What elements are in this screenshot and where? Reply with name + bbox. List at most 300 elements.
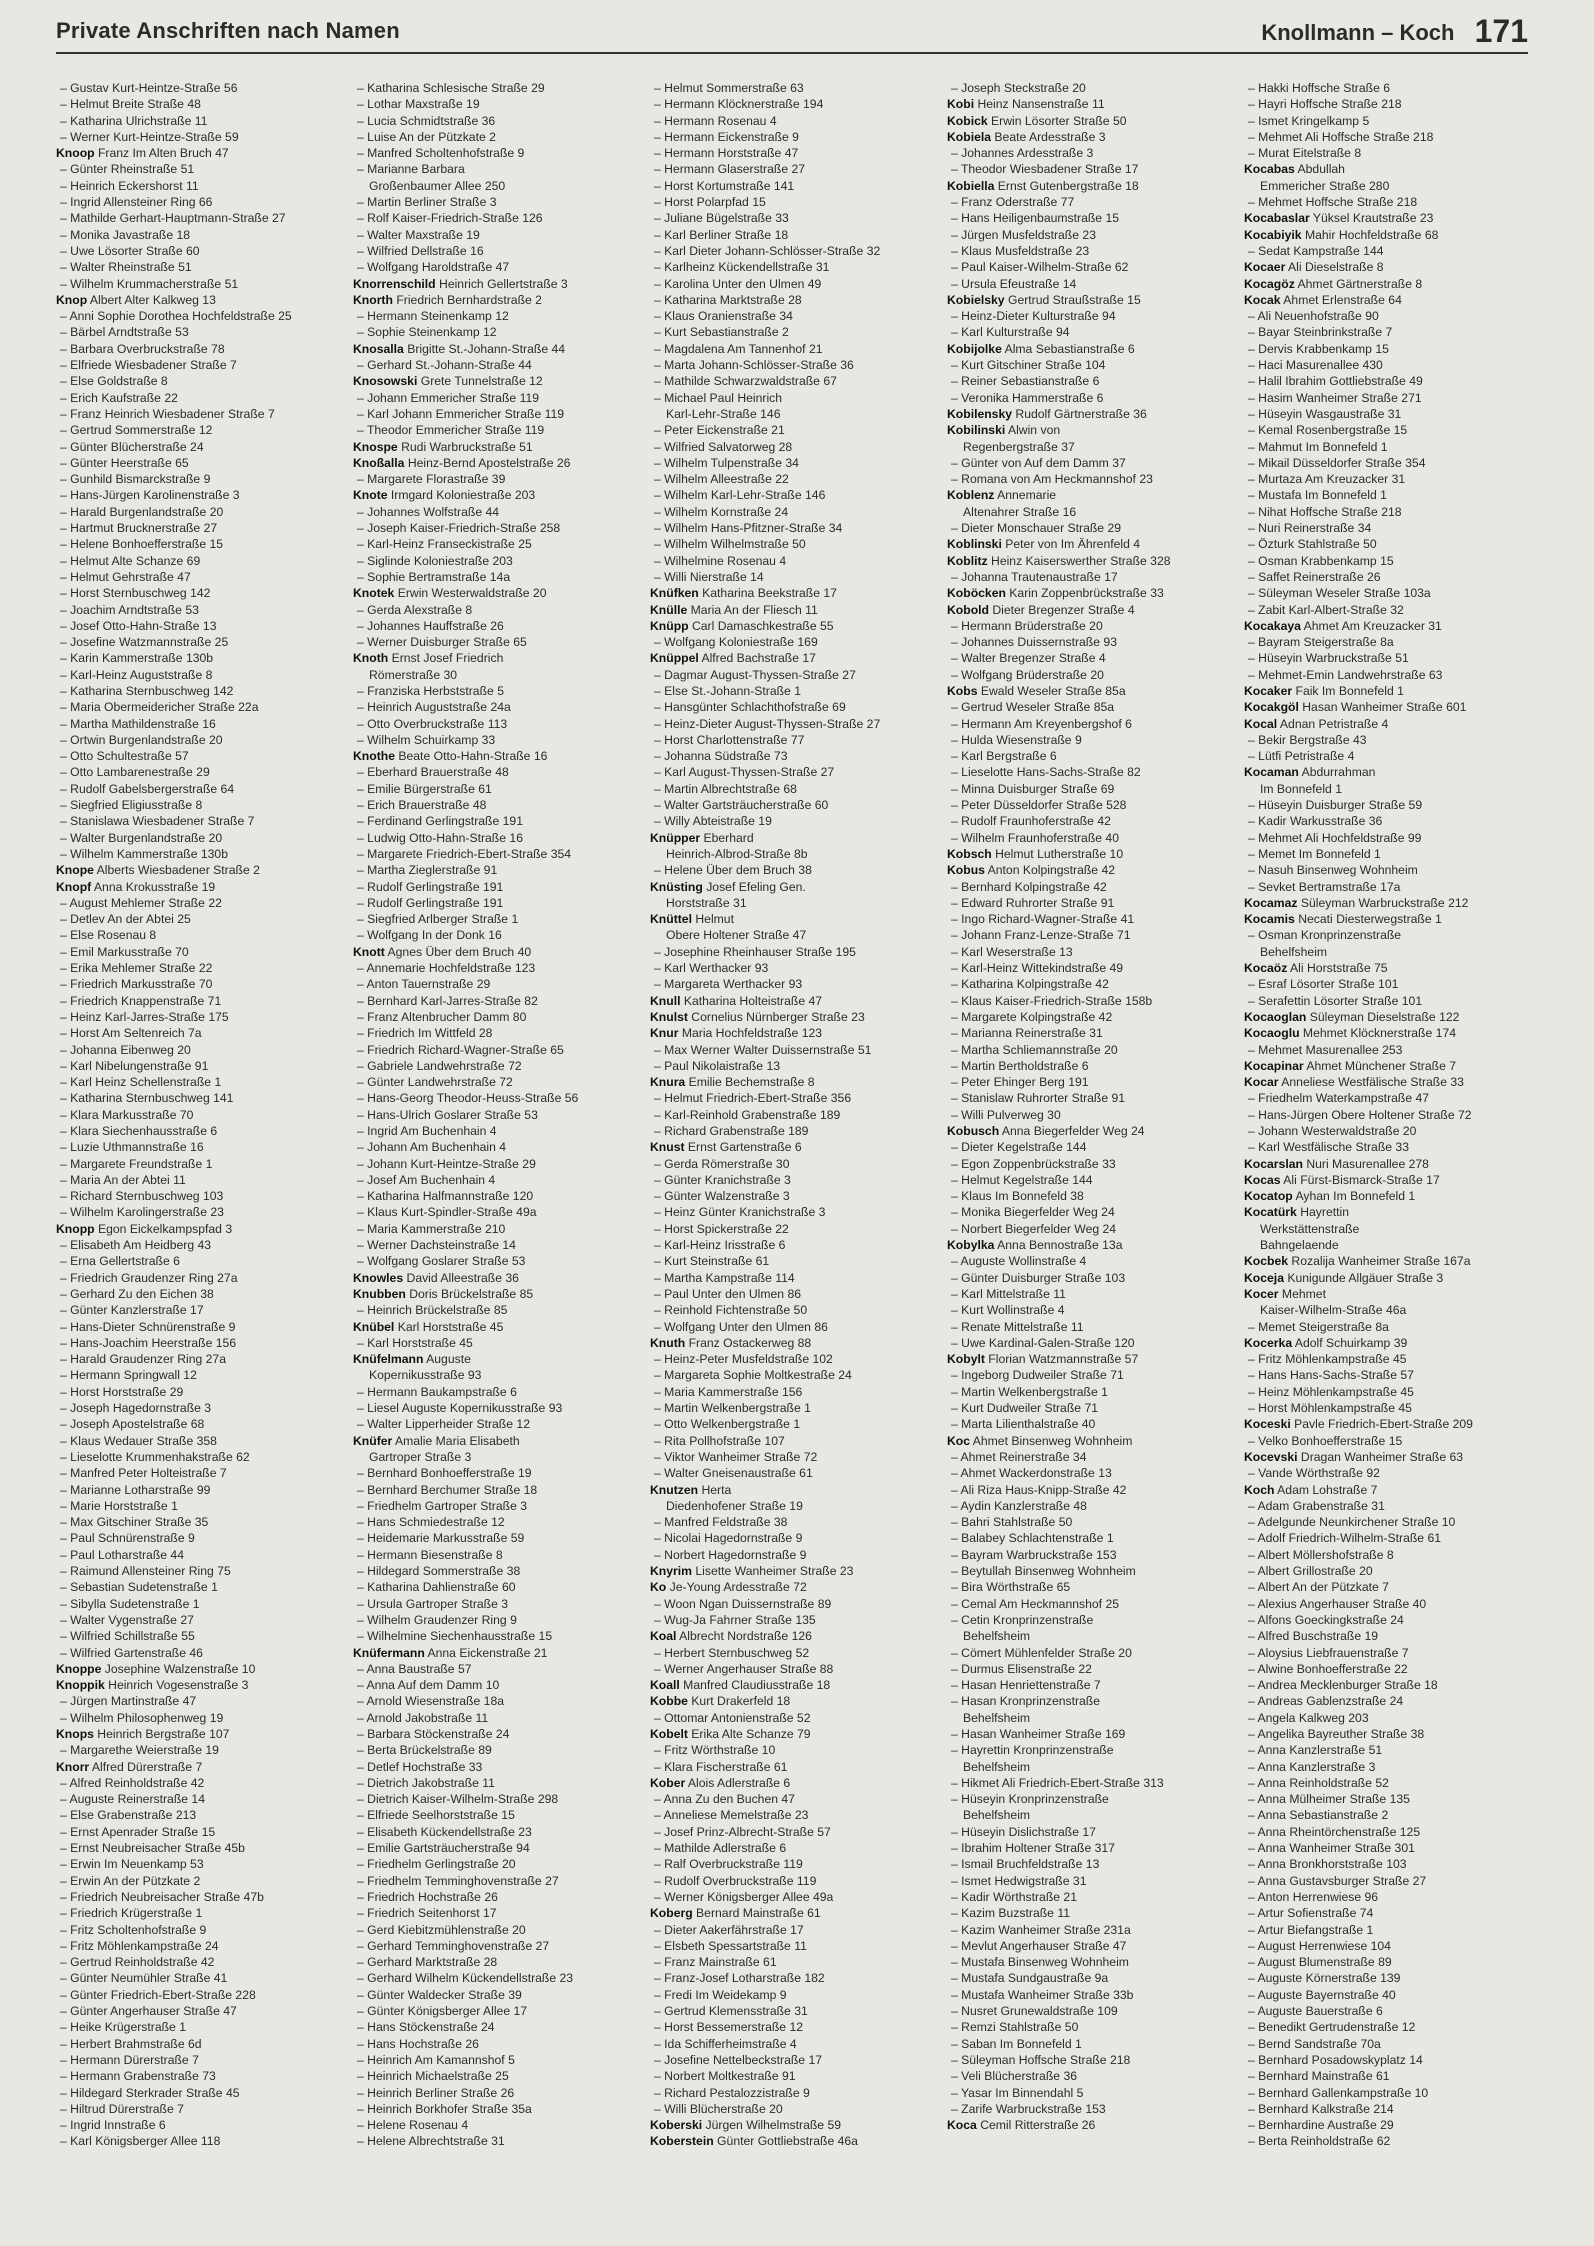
directory-entry: – Ibrahim Holtener Straße 317 — [951, 1841, 1115, 1856]
directory-entry: – August Mehlemer Straße 22 — [60, 895, 222, 910]
surname: Knowles — [353, 1270, 404, 1285]
directory-entry: – Ursula Gartroper Straße 3 — [357, 1596, 509, 1611]
directory-entry: – Monika Biegerfelder Weg 24 — [951, 1205, 1115, 1220]
directory-entry: – Bira Wörthstraße 65 — [951, 1580, 1071, 1595]
directory-entry: – Dieter Monschauer Straße 29 — [951, 521, 1122, 536]
directory-entry: – Karl Dieter Johann-Schlösser-Straße 32 — [654, 243, 881, 258]
directory-entry: – Ortwin Burgenlandstraße 20 — [60, 732, 223, 747]
surname: Knulst — [650, 1009, 688, 1024]
surname: Kocaman — [1244, 765, 1299, 780]
surname: Kobick — [947, 113, 988, 128]
directory-entry: – Hakki Hoffsche Straße 6 — [1248, 81, 1391, 95]
surname: Knust — [650, 1140, 685, 1155]
surname: Kocal — [1244, 716, 1278, 731]
surname: Koblenz — [947, 488, 995, 503]
surname: Kocakgöl — [1244, 700, 1299, 715]
directory-entry: – Andrea Mecklenburger Straße 18 — [1248, 1678, 1438, 1693]
directory-entry: – Anna Gustavsburger Straße 27 — [1248, 1873, 1427, 1888]
directory-entry: – Wilhelm Krummacherstraße 51 — [60, 276, 239, 291]
directory-entry: – Richard Sternbuschweg 103 — [60, 1189, 224, 1204]
directory-entry: – Max Gitschiner Straße 35 — [60, 1515, 209, 1530]
directory-entry: Kobiella Ernst Gutenbergstraße 18 — [947, 178, 1139, 193]
directory-entry: – Katharina Sternbuschweg 141 — [60, 1091, 234, 1106]
directory-entry: – Cömert Mühlenfelder Straße 20 — [951, 1645, 1132, 1660]
directory-entry: – Walter Rheinstraße 51 — [60, 260, 192, 275]
surname: Kocatop — [1244, 1189, 1293, 1204]
directory-entry: – Benedikt Gertrudenstraße 12 — [1248, 2020, 1416, 2035]
surname: Koch — [1244, 1482, 1275, 1497]
directory-entry: – Nicolai Hagedornstraße 9 — [654, 1531, 803, 1546]
directory-entry: Koblenz Annemarie — [947, 488, 1057, 503]
directory-entry: Kobilensky Rudolf Gärtnerstraße 36 — [947, 406, 1147, 421]
directory-entry: Kober Alois Adlerstraße 6 — [650, 1775, 791, 1790]
page-title: Private Anschriften nach Namen — [56, 18, 400, 43]
directory-entry: – Wilhelm Graudenzer Ring 9 — [357, 1612, 517, 1627]
directory-entry: Knulst Cornelius Nürnberger Straße 23 — [650, 1009, 865, 1024]
directory-entry: – Günter Heerstraße 65 — [60, 455, 189, 470]
directory-entry: – Rudolf Gerlingstraße 191 — [357, 895, 504, 910]
surname: Kocarslan — [1244, 1156, 1303, 1171]
directory-entry: – Berta Reinholdstraße 62 — [1248, 2134, 1391, 2149]
directory-entry: – Kadir Wörthstraße 21 — [951, 1889, 1077, 1904]
directory-entry: – Marta Johann-Schlösser-Straße 36 — [654, 358, 854, 373]
directory-entry: – Wilhelm Wilhelmstraße 50 — [654, 537, 806, 552]
directory-entry: – Helmut Sommerstraße 63 — [654, 81, 804, 95]
directory-entry: – Klaus Oranienstraße 34 — [654, 309, 793, 324]
surname: Knoop — [56, 146, 95, 161]
directory-entry: – Karl Westfälische Straße 33 — [1248, 1140, 1409, 1155]
directory-entry: Koceski Pavle Friedrich-Ebert-Straße 209 — [1244, 1417, 1473, 1432]
directory-entry: Kobylka Anna Bennostraße 13a — [947, 1238, 1123, 1253]
directory-entry: – Wolfgang Koloniestraße 169 — [654, 635, 818, 650]
directory-entry: – Katharina Dahlienstraße 60 — [357, 1580, 516, 1595]
directory-entry: – Hasan Kronprinzenstraße — [951, 1694, 1101, 1709]
directory-entry: – Mustafa Binsenweg Wohnheim — [951, 1955, 1129, 1970]
surname: Knopp — [56, 1221, 95, 1236]
directory-entry: – Heinz-Dieter August-Thyssen-Straße 27 — [654, 716, 881, 731]
directory-entry: – Werner Angerhauser Straße 88 — [654, 1661, 834, 1676]
directory-entry: – Kemal Rosenbergstraße 15 — [1248, 423, 1408, 438]
directory-entry: – Uwe Lösorter Straße 60 — [60, 243, 200, 258]
directory-entry: – Margareta Sophie Moltkestraße 24 — [654, 1368, 852, 1383]
directory-entry: Regenbergstraße 37 — [963, 439, 1075, 454]
surname: Kocapinar — [1244, 1058, 1304, 1073]
directory-entry: – Klaus Kaiser-Friedrich-Straße 158b — [951, 993, 1153, 1008]
directory-entry: – Hans-Georg Theodor-Heuss-Straße 56 — [357, 1091, 579, 1106]
directory-entry: – Heidemarie Markusstraße 59 — [357, 1531, 525, 1546]
directory-entry: – Lucia Schmidtstraße 36 — [357, 113, 496, 128]
directory-entry: Kobylt Florian Watzmannstraße 57 — [947, 1352, 1139, 1367]
directory-entry: Knosalla Brigitte St.-Johann-Straße 44 — [353, 341, 566, 356]
directory-entry: – Anna Baustraße 57 — [357, 1661, 472, 1676]
directory-entry: – Wilhelmine Rosenau 4 — [654, 553, 787, 568]
directory-entry: Behelfsheim — [963, 1629, 1031, 1644]
directory-entry: – Else Rosenau 8 — [60, 928, 157, 943]
directory-entry: – Bernhard Kalkstraße 214 — [1248, 2101, 1394, 2116]
directory-entry: – Albert Möllershofstraße 8 — [1248, 1547, 1394, 1562]
directory-entry: – Martin Bertholdstraße 6 — [951, 1058, 1089, 1073]
directory-column-1 — [56, 80, 346, 2230]
directory-entry: – Süleyman Weseler Straße 103a — [1248, 586, 1431, 601]
directory-entry: – Ahmet Wackerdonstraße 13 — [951, 1466, 1112, 1481]
directory-entry: – Walter Lipperheider Straße 12 — [357, 1417, 530, 1432]
directory-entry: – Hüseyin Warbruckstraße 51 — [1248, 651, 1409, 666]
directory-entry: – Klara Fischerstraße 61 — [654, 1759, 788, 1774]
directory-entry: – Walter Vygenstraße 27 — [60, 1612, 194, 1627]
directory-entry: – Franz Mainstraße 61 — [654, 1955, 777, 1970]
directory-entry: – Hüseyin Duisburger Straße 59 — [1248, 798, 1423, 813]
directory-entry: Knoppik Heinrich Vogesenstraße 3 — [56, 1678, 249, 1693]
directory-entry: – Mehmet Ali Hoffsche Straße 218 — [1248, 129, 1434, 144]
directory-entry: Koc Ahmet Binsenweg Wohnheim — [947, 1433, 1133, 1448]
directory-entry: – Ottomar Antonienstraße 52 — [654, 1710, 811, 1725]
directory-entry: – Hüseyin Kronprinzenstraße — [951, 1792, 1109, 1807]
directory-entry: Kobilinski Alwin von — [947, 423, 1061, 438]
directory-entry: – Klara Siechenhausstraße 6 — [60, 1124, 218, 1138]
directory-entry: – Norbert Moltkestraße 91 — [654, 2069, 796, 2084]
directory-entry: – Hans-Jürgen Obere Holtener Straße 72 — [1248, 1107, 1472, 1122]
directory-entry: – Rita Pollhofstraße 107 — [654, 1433, 785, 1448]
directory-entry: – Bahri Stahlstraße 50 — [951, 1515, 1073, 1530]
directory-entry: – Hans Hans-Sachs-Straße 57 — [1248, 1368, 1414, 1383]
directory-entry: Knote Irmgard Koloniestraße 203 — [353, 488, 536, 503]
directory-entry: Kocaoglan Süleyman Dieselstraße 122 — [1244, 1009, 1460, 1024]
directory-entry: Knüfer Amalie Maria Elisabeth — [353, 1433, 520, 1448]
directory-entry: – Friedrich Neubreisacher Straße 47b — [60, 1889, 264, 1904]
directory-entry: – Dervis Krabbenkamp 15 — [1248, 341, 1389, 356]
directory-entry: – Helene Albrechtstraße 31 — [357, 2134, 505, 2149]
directory-entry: Koberstein Günter Gottliebstraße 46a — [650, 2134, 858, 2149]
surname: Kocabas — [1244, 162, 1295, 177]
directory-entry: – Herbert Brahmstraße 6d — [60, 2036, 202, 2051]
directory-entry: – Bernhard Bonhoefferstraße 19 — [357, 1466, 532, 1481]
directory-entry: – Helmut Breite Straße 48 — [60, 97, 201, 112]
directory-entry: – Klaus Im Bonnefeld 38 — [951, 1189, 1084, 1204]
directory-entry: – Günter Friedrich-Ebert-Straße 228 — [60, 1987, 256, 2002]
directory-entry: Knull Katharina Holteistraße 47 — [650, 993, 823, 1008]
directory-entry: Knorrenschild Heinrich Gellertstraße 3 — [353, 276, 568, 291]
directory-entry: – Otto Welkenbergstraße 1 — [654, 1417, 801, 1432]
directory-entry: – Marie Horststraße 1 — [60, 1498, 178, 1513]
surname: Koall — [650, 1678, 680, 1693]
surname: Kobijolke — [947, 341, 1002, 356]
directory-entry: – Werner Königsberger Allee 49a — [654, 1889, 834, 1904]
directory-entry: – Auguste Körnerstraße 139 — [1248, 1971, 1401, 1986]
surname: Knull — [650, 993, 681, 1008]
directory-entry: Kocabiyik Mahir Hochfeldstraße 68 — [1244, 227, 1439, 242]
surname: Knop — [56, 292, 88, 307]
directory-entry: – Horst Am Seltenreich 7a — [60, 1026, 202, 1041]
surname: Ko — [650, 1580, 667, 1595]
directory-entry: – Wilhelm Alleestraße 22 — [654, 472, 789, 487]
directory-entry: Knotek Erwin Westerwaldstraße 20 — [353, 586, 547, 601]
directory-entry: – Paul Kaiser-Wilhelm-Straße 62 — [951, 260, 1129, 275]
directory-entry: Kocarslan Nuri Masurenallee 278 — [1244, 1156, 1429, 1171]
directory-entry: – Heike Krügerstraße 1 — [60, 2020, 186, 2035]
surname: Kocabaslar — [1244, 211, 1310, 226]
directory-entry: – Karl Kulturstraße 94 — [951, 325, 1070, 340]
directory-entry: – Martin Welkenbergstraße 1 — [654, 1401, 811, 1416]
directory-entry: – Dagmar August-Thyssen-Straße 27 — [654, 667, 856, 682]
directory-entry: – Theodor Emmericher Straße 119 — [357, 423, 545, 438]
directory-entry: – Helene Über dem Bruch 38 — [654, 863, 812, 878]
directory-entry: – Wilhelm Hans-Pfitzner-Straße 34 — [654, 521, 843, 536]
directory-entry: Knura Emilie Bechemstraße 8 — [650, 1075, 815, 1090]
directory-entry: – Siglinde Koloniestraße 203 — [357, 553, 513, 568]
directory-entry: – Katharina Schlesische Straße 29 — [357, 81, 545, 95]
directory-entry: – Gerhard Zu den Eichen 38 — [60, 1286, 214, 1301]
directory-entry: – Werner Kurt-Heintze-Straße 59 — [60, 129, 239, 144]
directory-entry: – Wilfried Gartenstraße 46 — [60, 1645, 203, 1660]
directory-entry: Knüttel Helmut — [650, 912, 734, 927]
surname: Kobelt — [650, 1726, 688, 1741]
directory-entry: – Elfriede Seelhorststraße 15 — [357, 1808, 515, 1823]
directory-entry: – Wolfgang Goslarer Straße 53 — [357, 1254, 526, 1269]
directory-entry: – Anna Mülheimer Straße 135 — [1248, 1792, 1410, 1807]
surname: Knoth — [353, 651, 389, 666]
surname: Knüpp — [650, 618, 689, 633]
directory-entry: – Sibylla Sudetenstraße 1 — [60, 1596, 200, 1611]
directory-entry: – Lieselotte Hans-Sachs-Straße 82 — [951, 765, 1141, 780]
directory-entry: – Bernhard Karl-Jarres-Straße 82 — [357, 993, 538, 1008]
directory-entry: – Karl Bergstraße 6 — [951, 749, 1057, 764]
surname: Knosowski — [353, 374, 418, 389]
directory-entry: – Josef Prinz-Albrecht-Straße 57 — [654, 1824, 831, 1839]
directory-entry: Kocagöz Ahmet Gärtnerstraße 8 — [1244, 276, 1423, 291]
directory-entry: – Mathilde Schwarzwaldstraße 67 — [654, 374, 837, 389]
directory-entry: Kobelt Erika Alte Schanze 79 — [650, 1726, 811, 1741]
surname: Knura — [650, 1075, 686, 1090]
directory-entry: – Velko Bonhoefferstraße 15 — [1248, 1433, 1403, 1448]
directory-entry: – Katharina Sternbuschweg 142 — [60, 683, 234, 698]
directory-entry: – Elisabeth Kückendellstraße 23 — [357, 1824, 532, 1839]
directory-entry: – Durmus Elisenstraße 22 — [951, 1661, 1092, 1676]
surname: Knote — [353, 488, 388, 503]
surname: Koblitz — [947, 553, 988, 568]
directory-entry: – Josefine Watzmannstraße 25 — [60, 635, 229, 650]
surname: Kober — [650, 1775, 686, 1790]
directory-entry: – Wug-Ja Fahrner Straße 135 — [654, 1612, 816, 1627]
directory-entry: – Günter Waldecker Straße 39 — [357, 1987, 522, 2002]
directory-entry: – Günter Landwehrstraße 72 — [357, 1075, 513, 1090]
directory-entry: Großenbaumer Allee 250 — [369, 178, 506, 193]
directory-entry: – Monika Javastraße 18 — [60, 227, 191, 242]
directory-entry: Obere Holtener Straße 47 — [666, 928, 807, 943]
directory-entry: – Horst Spickerstraße 22 — [654, 1221, 789, 1236]
directory-entry: – Dietrich Kaiser-Wilhelm-Straße 298 — [357, 1792, 559, 1807]
directory-entry: – Helmut Gehrstraße 47 — [60, 569, 191, 584]
surname: Kocevski — [1244, 1449, 1298, 1464]
directory-entry: – Dieter Kegelstraße 144 — [951, 1140, 1087, 1155]
directory-entry: – Mehmet Ali Hochfeldstraße 99 — [1248, 830, 1422, 845]
directory-entry: – Anni Sophie Dorothea Hochfeldstraße 25 — [60, 309, 292, 324]
surname: Knorth — [353, 292, 393, 307]
directory-entry: Behelfsheim — [1260, 944, 1328, 959]
directory-entry: – Dieter Aakerfährstraße 17 — [654, 1922, 804, 1937]
directory-entry: – Hüseyin Dislichstraße 17 — [951, 1824, 1096, 1839]
directory-entry: – Gertrud Klemensstraße 31 — [654, 2004, 808, 2019]
directory-entry: – Helene Rosenau 4 — [357, 2118, 469, 2133]
surname: Knübel — [353, 1319, 395, 1334]
directory-entry: – Karolina Unter den Ulmen 49 — [654, 276, 822, 291]
directory-entry: Kobsch Helmut Lutherstraße 10 — [947, 846, 1124, 861]
directory-entry: – Norbert Hagedornstraße 9 — [654, 1547, 807, 1562]
directory-entry: – Heinrich Borkhofer Straße 35a — [357, 2101, 532, 2116]
directory-entry: – Karl Mittelstraße 11 — [951, 1286, 1066, 1301]
directory-entry: Kocakaya Ahmet Am Kreuzacker 31 — [1244, 618, 1442, 633]
directory-entry: – Günter Königsberger Allee 17 — [357, 2004, 528, 2019]
directory-entry: – Hansgünter Schlachthofstraße 69 — [654, 700, 846, 715]
directory-entry: – Raimund Allensteiner Ring 75 — [60, 1564, 231, 1579]
directory-entry: – Hasan Henriettenstraße 7 — [951, 1678, 1101, 1693]
directory-entry: – Angela Kalkweg 203 — [1248, 1710, 1369, 1725]
directory-entry: – Hermann Baukampstraße 6 — [357, 1384, 517, 1399]
directory-entry: – Anna Rheintörchenstraße 125 — [1248, 1824, 1421, 1839]
directory-column-4 — [947, 80, 1237, 2230]
directory-entry: – Edward Ruhrorter Straße 91 — [951, 895, 1115, 910]
surname: Kocaker — [1244, 683, 1293, 698]
directory-entry: – Maria Kammerstraße 210 — [357, 1221, 506, 1236]
surname: Kobiella — [947, 178, 995, 193]
directory-entry: – Fritz Wörthstraße 10 — [654, 1743, 776, 1758]
directory-entry: – Günter von Auf dem Damm 37 — [951, 455, 1126, 470]
surname: Knops — [56, 1726, 94, 1741]
directory-entry: – Walter Burgenlandstraße 20 — [60, 830, 223, 845]
directory-entry: – Friedhelm Gartroper Straße 3 — [357, 1498, 528, 1513]
directory-entry: – Gerd Kiebitzmühlenstraße 20 — [357, 1922, 526, 1937]
directory-entry: – Bernhard Kolpingstraße 42 — [951, 879, 1107, 894]
directory-entry: – Mikail Düsseldorfer Straße 354 — [1248, 455, 1426, 470]
directory-entry: Kocak Ahmet Erlenstraße 64 — [1244, 292, 1402, 307]
directory-entry: – Martin Albrechtstraße 68 — [654, 781, 797, 796]
directory-entry: – Saffet Reinerstraße 26 — [1248, 569, 1381, 584]
directory-entry: – Karl Königsberger Allee 118 — [60, 2134, 221, 2149]
directory-entry: – Karl Nibelungenstraße 91 — [60, 1058, 209, 1073]
directory-entry: Behelfsheim — [963, 1759, 1031, 1774]
directory-entry: – Herbert Sternbuschweg 52 — [654, 1645, 810, 1660]
directory-entry: – Anna Reinholdstraße 52 — [1248, 1775, 1389, 1790]
surname: Kocas — [1244, 1172, 1281, 1187]
directory-entry: Kobielsky Gertrud Straußstraße 15 — [947, 292, 1141, 307]
directory-entry: – Franz-Josef Lotharstraße 182 — [654, 1971, 825, 1986]
directory-entry: Heinrich-Albrod-Straße 8b — [666, 846, 808, 861]
directory-entry: – Franziska Herbststraße 5 — [357, 683, 504, 698]
directory-entry: – Mehmet Hoffsche Straße 218 — [1248, 195, 1418, 210]
directory-entry: – Walter Gartsträucherstraße 60 — [654, 798, 829, 813]
directory-entry: – Süleyman Hoffsche Straße 218 — [951, 2052, 1131, 2067]
directory-entry: Knubben Doris Brückelstraße 85 — [353, 1286, 534, 1301]
directory-entry: – Margarete Freundstraße 1 — [60, 1156, 213, 1171]
surname: Knotek — [353, 586, 395, 601]
surname: Kobbe — [650, 1694, 688, 1709]
directory-entry: – Friedhelm Temminghovenstraße 27 — [357, 1873, 559, 1888]
directory-entry: – Anna Wanheimer Straße 301 — [1248, 1841, 1415, 1856]
directory-entry: – Hans Hochstraße 26 — [357, 2036, 479, 2051]
directory-entry: – Kurt Dudweiler Straße 71 — [951, 1401, 1098, 1416]
directory-entry: Knoth Ernst Josef Friedrich — [353, 651, 504, 666]
directory-entry: Kobold Dieter Bregenzer Straße 4 — [947, 602, 1135, 617]
surname: Knorr — [56, 1759, 90, 1774]
directory-entry: – Günter Duisburger Straße 103 — [951, 1270, 1126, 1285]
directory-entry: – Serafettin Lösorter Straße 101 — [1248, 993, 1423, 1008]
directory-entry: – Helmut Kegelstraße 144 — [951, 1172, 1093, 1187]
directory-entry: – Saban Im Bonnefeld 1 — [951, 2036, 1082, 2051]
directory-entry: – Klaus Kurt-Spindler-Straße 49a — [357, 1205, 537, 1220]
directory-entry: Kocer Mehmet — [1244, 1286, 1326, 1301]
directory-entry: Knop Albert Alter Kalkweg 13 — [56, 292, 216, 307]
directory-entry: – Heinz Karl-Jarres-Straße 175 — [60, 1009, 229, 1024]
directory-entry: – Johanna Eibenweg 20 — [60, 1042, 191, 1057]
directory-entry: – Willy Abteistraße 19 — [654, 814, 772, 829]
directory-entry: – Erich Brauerstraße 48 — [357, 798, 487, 813]
directory-entry: – Ernst Apenrader Straße 15 — [60, 1824, 216, 1839]
directory-entry: – Franz Altenbrucher Damm 80 — [357, 1009, 527, 1024]
directory-entry: – Martha Schliemannstraße 20 — [951, 1042, 1118, 1057]
directory-entry: Knowles David Alleestraße 36 — [353, 1270, 519, 1285]
directory-entry: – Fredi Im Weidekamp 9 — [654, 1987, 787, 2002]
directory-entry: – Karin Kammerstraße 130b — [60, 651, 214, 666]
directory-entry: – Hans Heiligenbaumstraße 15 — [951, 211, 1120, 226]
directory-entry: – Woon Ngan Duissernstraße 89 — [654, 1596, 832, 1611]
directory-entry: Werkstättenstraße — [1260, 1221, 1360, 1236]
directory-entry: – Heinrich Eckershorst 11 — [60, 178, 199, 193]
directory-entry: – Horst Sternbuschweg 142 — [60, 586, 211, 601]
directory-entry: – Heinz-Peter Musfeldstraße 102 — [654, 1352, 833, 1367]
directory-entry: – Jürgen Musfeldstraße 23 — [951, 227, 1096, 242]
directory-entry: – Willi Blücherstraße 20 — [654, 2101, 783, 2116]
directory-entry: – Anna Kanzlerstraße 3 — [1248, 1759, 1376, 1774]
directory-entry: – Friedrich Graudenzer Ring 27a — [60, 1270, 238, 1285]
directory-entry: – Barbara Stöckenstraße 24 — [357, 1726, 510, 1741]
directory-entry: – Johannes Ardesstraße 3 — [951, 146, 1094, 161]
directory-entry: – Hiltrud Dürerstraße 7 — [60, 2101, 184, 2116]
directory-entry: Knüfken Katharina Beekstraße 17 — [650, 586, 837, 601]
directory-entry: Knübel Karl Horststraße 45 — [353, 1319, 504, 1334]
directory-entry: – Gerhard St.-Johann-Straße 44 — [357, 358, 532, 373]
directory-entry: – Wilhelm Karl-Lehr-Straße 146 — [654, 488, 826, 503]
directory-entry: – Nuri Reinerstraße 34 — [1248, 521, 1372, 536]
directory-entry: – Otto Schultestraße 57 — [60, 749, 189, 764]
directory-entry: – Johannes Duissernstraße 93 — [951, 635, 1117, 650]
directory-entry: Koch Adam Lohstraße 7 — [1244, 1482, 1378, 1497]
directory-entry: – Johanna Trautenaustraße 17 — [951, 569, 1118, 584]
directory-entry: – Wilhelm Fraunhoferstraße 40 — [951, 830, 1119, 845]
directory-entry: – Kazim Wanheimer Straße 231a — [951, 1922, 1131, 1937]
surname: Koceski — [1244, 1417, 1291, 1432]
directory-entry: – Hulda Wiesenstraße 9 — [951, 732, 1082, 747]
directory-entry: Knope Alberts Wiesbadener Straße 2 — [56, 863, 260, 878]
directory-entry: Koceja Kunigunde Allgäuer Straße 3 — [1244, 1270, 1444, 1285]
directory-entry: – Marianna Reinerstraße 31 — [951, 1026, 1103, 1041]
directory-entry: – Klaus Musfeldstraße 23 — [951, 243, 1090, 258]
directory-entry: – Anna Sebastianstraße 2 — [1248, 1808, 1389, 1823]
directory-entry: Kocerka Adolf Schuirkamp 39 — [1244, 1335, 1408, 1350]
directory-entry: Kocapinar Ahmet Münchener Straße 7 — [1244, 1058, 1457, 1073]
directory-entry: – Beytullah Binsenweg Wohnheim — [951, 1564, 1136, 1579]
directory-entry: Ko Je-Young Ardesstraße 72 — [650, 1580, 807, 1595]
directory-entry: – Ismet Kringelkamp 5 — [1248, 113, 1370, 128]
directory-entry: – Alwine Bonhoefferstraße 22 — [1248, 1661, 1408, 1676]
directory-entry: – Johannes Wolfstraße 44 — [357, 504, 500, 519]
directory-entry: – Karl Werthacker 93 — [654, 961, 769, 976]
directory-entry: – Maria Obermeidericher Straße 22a — [60, 700, 259, 715]
directory-entry: – Hildegard Sterkrader Straße 45 — [60, 2085, 240, 2100]
directory-entry: – Stanislawa Wiesbadener Straße 7 — [60, 814, 255, 829]
surname: Knott — [353, 944, 385, 959]
directory-entry: Kocabas Abdullah — [1244, 162, 1345, 177]
directory-entry: – Artur Sofienstraße 74 — [1248, 1906, 1374, 1921]
directory-entry: Knosowski Grete Tunnelstraße 12 — [353, 374, 543, 389]
